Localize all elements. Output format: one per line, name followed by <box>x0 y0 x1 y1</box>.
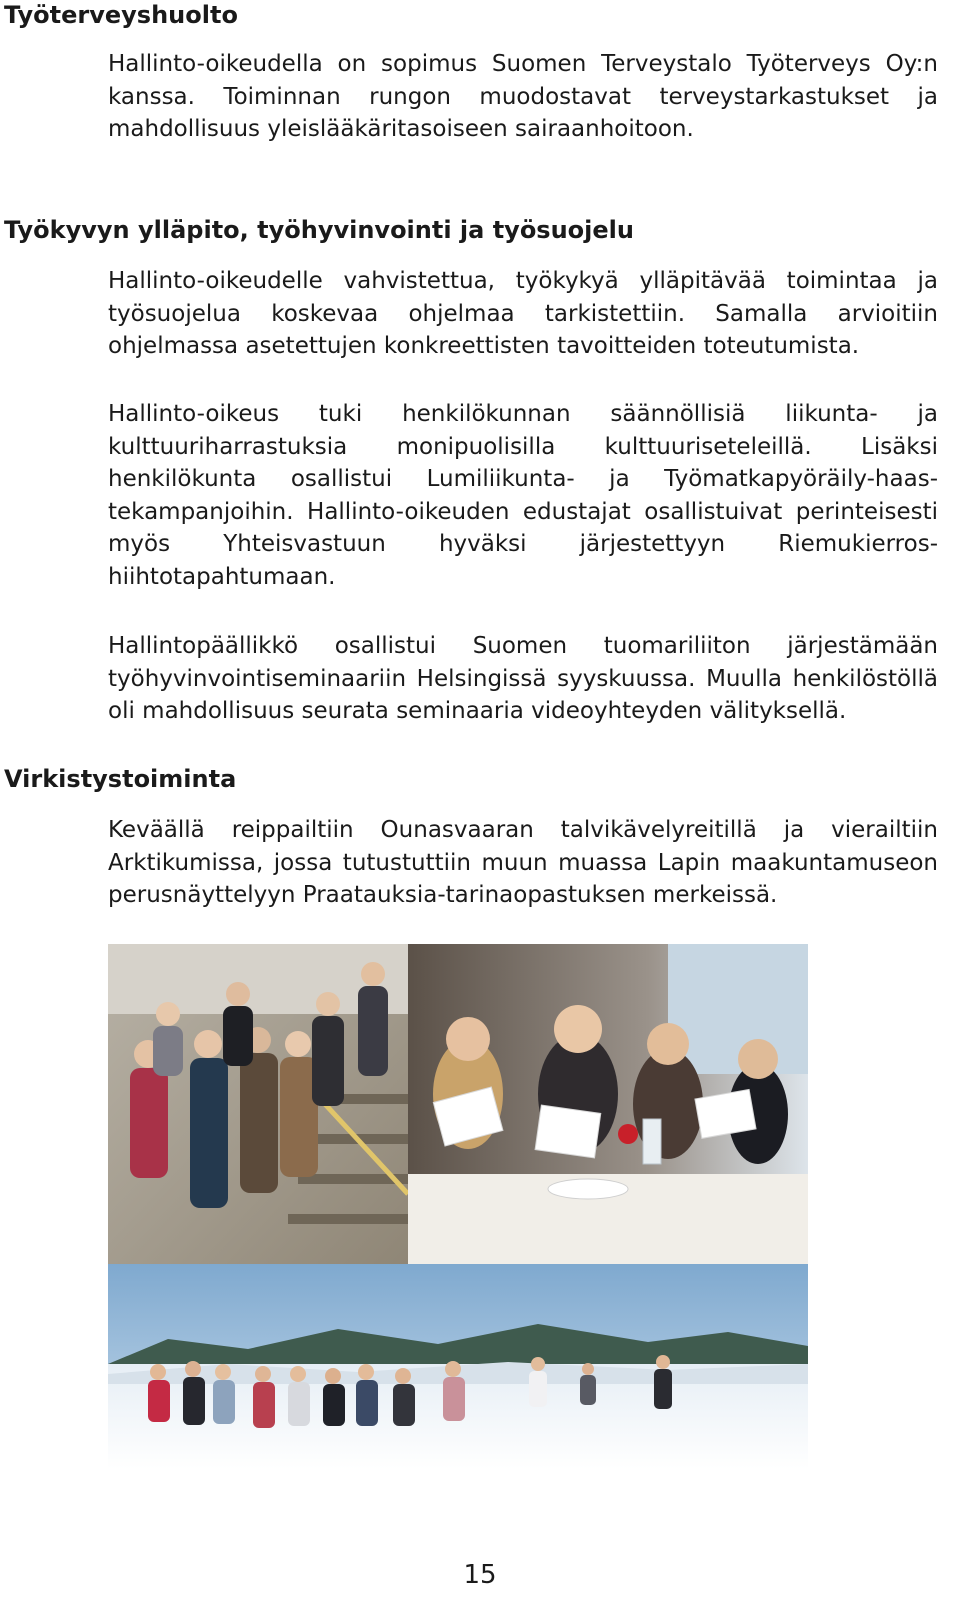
page-number: 15 <box>463 1560 497 1590</box>
paragraph-tyokyky-ohjelma: Hallinto-oikeudelle vahvistettua, työkykyä ylläpitävää toimintaa ja työsuojelua koskevaa ohjelmaa tarkistettiin. Samalla arvioitiin ohjelmassa asetettujen konkreettisten tavoitteiden toteutumista. <box>108 268 938 359</box>
paragraph-virkistys: Keväällä reippailtiin Ounasvaaran talvikävelyreitillä ja vierailtiin Arktikumissa, jossa tutustuttiin muun muassa Lapin maakuntamuseon perusnäyttelyyn Praatauksia-tarinaopastuksen merkeissä. <box>108 817 938 908</box>
group-photo-stairs <box>108 944 408 1264</box>
section-heading-virkistystoiminta: Virkistystoiminta <box>4 765 237 793</box>
photo-collage <box>108 944 808 1469</box>
paragraph-tyoterveyshuolto: Hallinto-oikeudella on sopimus Suomen Terveystalo Työterveys Oy:n kanssa. Toiminnan rungon muodostavat terveystarkastukset ja mahdollisuus yleislääkäritasoiseen sairaanhoitoon. <box>108 51 938 142</box>
restaurant-photo <box>408 944 808 1264</box>
paragraph-liikunta-kulttuuri: Hallinto-oikeus tuki henkilökunnan säännöllisiä liikunta- ja kulttuuriharrastuksia monipuolisilla kulttuuriseteleillä. Lisäksi henkilökunta osallistui Lumiliikunta- ja Työmatkapyöräily-haastekampanjoihin. Hallinto-oikeuden edustajat osallistuivat perinteisesti myös Yhteisvastuun hyväksi järjestettyyn Riemukierroshiihtotapahtumaan. <box>108 401 938 590</box>
section-heading-tyokyky: Työkyvyn ylläpito, työhyvinvointi ja työsuojelu <box>4 216 634 244</box>
paragraph-seminaari: Hallintopäällikkö osallistui Suomen tuomariliiton järjestämään työhyvinvointiseminaariin Helsingissä syyskuussa. Muulla henkilöstöllä oli mahdollisuus seurata seminaaria videoyhteyden välityksellä. <box>108 633 938 724</box>
section-heading-tyoterveyshuolto: Työterveyshuolto <box>4 1 238 29</box>
snow-walk-photo <box>108 1264 808 1469</box>
